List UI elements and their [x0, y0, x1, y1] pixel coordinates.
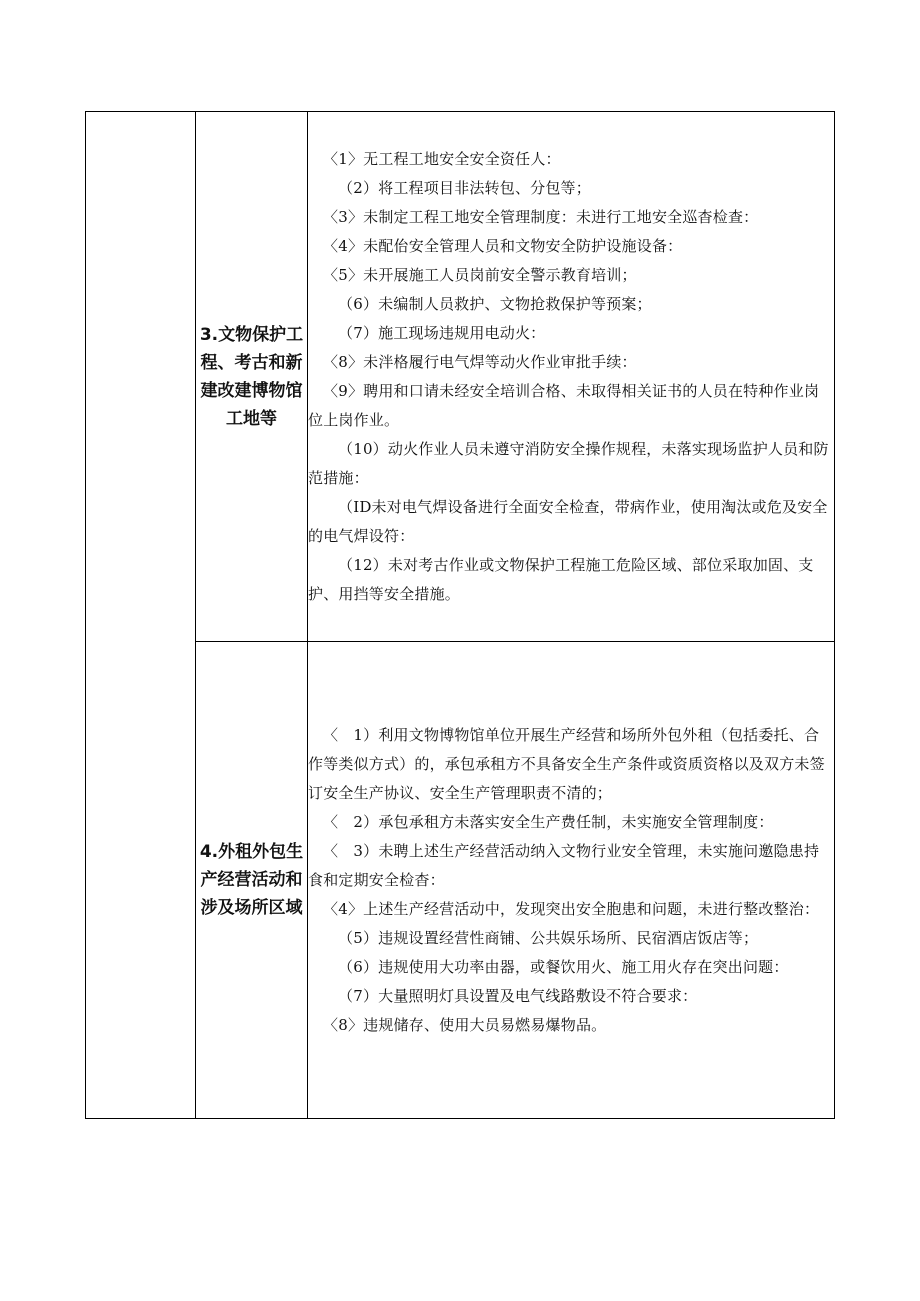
items-cell: [308, 112, 835, 642]
hazard-table: [85, 111, 835, 1119]
list-item: 〈5〉未开展施工人员岗前安全警示教育培训；: [323, 265, 637, 284]
list-item: 〈8〉违规储存、使用大员易燃易爆物品。: [323, 1015, 607, 1034]
list-item: 〈1〉无工程工地安全安全资任人：: [323, 149, 561, 168]
category-cell: 3.文物保护工程、考古和新建改建博物馆工地等: [196, 112, 308, 642]
list-item: 〈8〉未泮格履行电气焊等动火作业审批手续：: [323, 352, 637, 371]
list-item: （6）未编制人员救护、文物抢救保护等预案；: [338, 294, 652, 313]
list-item: 〈 3）未聘上述生产经营活动纳入文物行业安全管理，未实施问邀隐患持食和定期安全检杳：: [308, 841, 820, 889]
list-item: 〈3〉未制定工程工地安全管理制度：未进行工地安全巡杳检查：: [323, 207, 759, 226]
list-item: 〈4〉未配佁安全管理人员和文物安全防护设施设备：: [323, 236, 683, 255]
table-row: [86, 112, 835, 642]
list-item: （2）将工程项目非法转包、分包等；: [338, 178, 591, 197]
list-item: （ID未对电气焊设备进行全面安全检查，带病作业，使用淘汰或危及安全的电气焊设符：: [308, 497, 828, 545]
items-cell: [308, 642, 835, 1119]
list-item: （7）施工现场违规用电动火：: [338, 323, 546, 342]
table-row: [86, 642, 835, 1119]
list-item: 〈4〉上述生产经营活动中，发现突出安全胞患和问题，未进行整改整治：: [323, 899, 820, 918]
list-item: （6）违规使用大功率由器，或餐饮用火、施工用火存在突出问题：: [338, 957, 789, 976]
list-item: 〈 1）利用文物博物馆单位开展生产经营和场所外包外租（包括委托、合作等类似方式）的，承包承租方不具备安全生产条件或资质资格以及双方未签订安全生产协议、安全生产管理职责不清的；: [308, 725, 825, 802]
list-item: （12）未对考古作业或文物保护工程施工危险区域、部位采取加固、支护、用挡等安全措施。: [308, 555, 814, 603]
list-item: （10）动火作业人员未遵守消防安全操作规程，未落实现场监护人员和防范措施：: [308, 439, 829, 487]
list-item: 〈9〉聘用和口请未经安全培训合格、未取得相关证书的人员在特种作业岗位上岗作业。: [308, 381, 820, 429]
category-cell: 4.外租外包生产经营活动和涉及场所区域: [196, 642, 308, 1119]
list-item: （7）大量照明灯具设置及电气线路敷设不符合要求：: [338, 986, 698, 1005]
blank-merged-cell: [86, 112, 196, 1119]
list-item: 〈 2）承包承租方未落实安全生产费任制，未实施安全管理制度：: [323, 812, 774, 831]
list-item: （5）违规设置经营性商铺、公共娱乐场所、民宿酒店饭店等；: [338, 928, 759, 947]
